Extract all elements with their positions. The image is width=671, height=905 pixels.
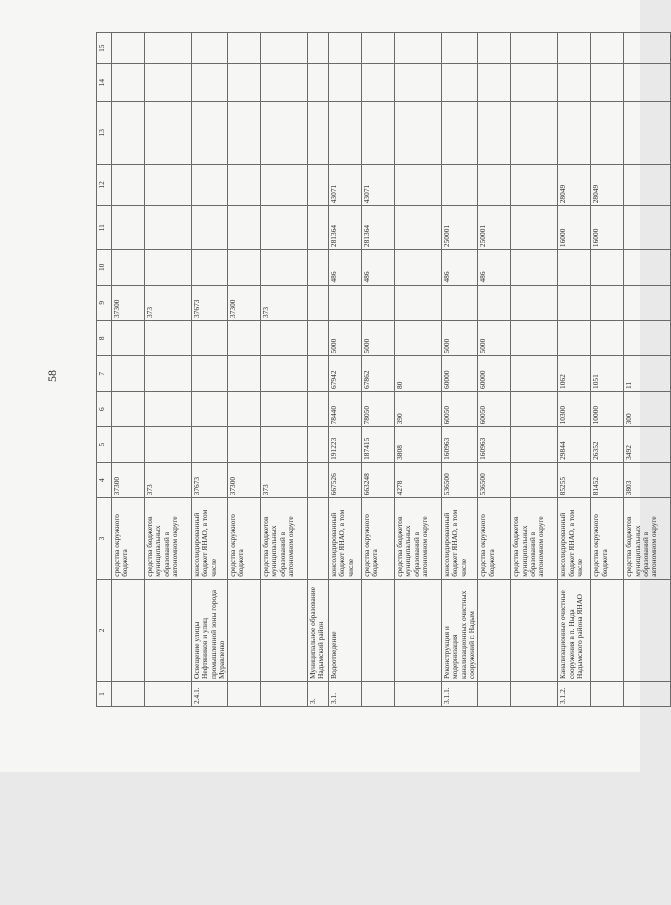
- table-row: [192, 33, 228, 707]
- amount-cell: [395, 33, 442, 64]
- object-name-cell: [228, 579, 261, 681]
- amount-cell: [228, 250, 261, 285]
- amount-cell: 3803: [624, 462, 671, 497]
- amount-cell: [442, 285, 478, 320]
- amount-cell: [145, 206, 192, 250]
- amount-cell: 26352: [591, 427, 624, 462]
- table-row: [442, 33, 478, 707]
- amount-cell: 37673: [192, 462, 228, 497]
- amount-cell: [261, 427, 308, 462]
- object-name-cell: [624, 579, 671, 681]
- amount-cell: [329, 33, 362, 64]
- amount-cell: 10000: [591, 391, 624, 426]
- amount-cell: [308, 356, 329, 391]
- amount-cell: 536500: [442, 462, 478, 497]
- object-name-cell: Канализационные очистные сооружения в п. Ныда Надымского района ЯНАО: [558, 579, 591, 681]
- amount-cell: [624, 101, 671, 164]
- column-number-2: 2: [97, 579, 112, 681]
- amount-cell: [308, 285, 329, 320]
- amount-cell: [308, 164, 329, 206]
- column-number-13: 13: [97, 101, 112, 164]
- column-number-6: 6: [97, 391, 112, 426]
- amount-cell: [624, 164, 671, 206]
- amount-cell: [395, 285, 442, 320]
- amount-cell: 5000: [329, 321, 362, 356]
- object-name-cell: Реконструкция и модернизация канализационных очистных сооружений г. Надым: [442, 579, 478, 681]
- amount-cell: 250001: [478, 206, 511, 250]
- amount-cell: [228, 164, 261, 206]
- amount-cell: 28049: [558, 164, 591, 206]
- amount-cell: 1062: [558, 356, 591, 391]
- funding-source-cell: консолидированный бюджет ЯНАО, в том числе: [192, 498, 228, 579]
- amount-cell: [261, 206, 308, 250]
- amount-cell: [145, 321, 192, 356]
- table-row: [261, 33, 308, 707]
- amount-cell: [192, 206, 228, 250]
- amount-cell: 250001: [442, 206, 478, 250]
- amount-cell: [329, 101, 362, 164]
- amount-cell: [511, 250, 558, 285]
- table-row: [145, 33, 192, 707]
- amount-cell: [228, 64, 261, 102]
- amount-cell: 536500: [478, 462, 511, 497]
- amount-cell: [308, 391, 329, 426]
- column-number-14: 14: [97, 64, 112, 102]
- amount-cell: [511, 321, 558, 356]
- object-name-cell: [362, 579, 395, 681]
- object-name-cell: [591, 579, 624, 681]
- amount-cell: 43071: [362, 164, 395, 206]
- amount-cell: [511, 391, 558, 426]
- row-number-cell: [261, 681, 308, 706]
- amount-cell: [624, 285, 671, 320]
- amount-cell: [112, 164, 145, 206]
- amount-cell: [624, 321, 671, 356]
- funding-source-cell: консолидированный бюджет ЯНАО, в том числе: [442, 498, 478, 579]
- row-number-cell: [395, 681, 442, 706]
- amount-cell: 60000: [442, 356, 478, 391]
- amount-cell: [511, 206, 558, 250]
- amount-cell: 85255: [558, 462, 591, 497]
- amount-cell: [228, 391, 261, 426]
- amount-cell: [478, 64, 511, 102]
- column-number-7: 7: [97, 356, 112, 391]
- table-row: [624, 33, 671, 707]
- object-name-cell: Водоотведение: [329, 579, 362, 681]
- object-name-cell: [112, 579, 145, 681]
- amount-cell: [558, 33, 591, 64]
- amount-cell: [624, 33, 671, 64]
- object-name-cell: [261, 579, 308, 681]
- funding-source-cell: средства окружного бюджета: [362, 498, 395, 579]
- funding-source-cell: средства бюджетов муниципальных образований в автономном округе: [624, 498, 671, 579]
- amount-cell: [558, 321, 591, 356]
- amount-cell: [442, 33, 478, 64]
- table-row: [395, 33, 442, 707]
- row-number-cell: 3.1.2.: [558, 681, 591, 706]
- amount-cell: [228, 356, 261, 391]
- amount-cell: 16000: [591, 206, 624, 250]
- amount-cell: [145, 250, 192, 285]
- amount-cell: [228, 321, 261, 356]
- amount-cell: 160963: [442, 427, 478, 462]
- amount-cell: 1051: [591, 356, 624, 391]
- amount-cell: [192, 427, 228, 462]
- amount-cell: 78440: [329, 391, 362, 426]
- amount-cell: [228, 33, 261, 64]
- amount-cell: 37300: [228, 285, 261, 320]
- column-number-8: 8: [97, 321, 112, 356]
- table-row: [591, 33, 624, 707]
- column-number-3: 3: [97, 498, 112, 579]
- table-row: [558, 33, 591, 707]
- funding-source-cell: средства окружного бюджета: [478, 498, 511, 579]
- funding-source-cell: [308, 498, 329, 579]
- amount-cell: 663248: [362, 462, 395, 497]
- amount-cell: [112, 391, 145, 426]
- amount-cell: [478, 285, 511, 320]
- amount-cell: [478, 101, 511, 164]
- amount-cell: [511, 164, 558, 206]
- amount-cell: [395, 250, 442, 285]
- amount-cell: 486: [329, 250, 362, 285]
- table-row: [478, 33, 511, 707]
- amount-cell: 5000: [362, 321, 395, 356]
- amount-cell: [362, 101, 395, 164]
- amount-cell: [329, 64, 362, 102]
- amount-cell: 3492: [624, 427, 671, 462]
- table-row: [329, 33, 362, 707]
- amount-cell: 486: [442, 250, 478, 285]
- amount-cell: [112, 101, 145, 164]
- budget-table: [96, 32, 671, 707]
- amount-cell: [192, 391, 228, 426]
- funding-source-cell: консолидированный бюджет ЯНАО, в том числе: [329, 498, 362, 579]
- object-name-cell: [145, 579, 192, 681]
- amount-cell: [558, 285, 591, 320]
- object-name-cell: [395, 579, 442, 681]
- amount-cell: 78050: [362, 391, 395, 426]
- amount-cell: [478, 164, 511, 206]
- amount-cell: [308, 462, 329, 497]
- column-number-15: 15: [97, 33, 112, 64]
- column-number-11: 11: [97, 206, 112, 250]
- amount-cell: [591, 101, 624, 164]
- row-number-cell: 3.1.1.: [442, 681, 478, 706]
- amount-cell: [591, 321, 624, 356]
- amount-cell: 28049: [591, 164, 624, 206]
- object-name-cell: [511, 579, 558, 681]
- amount-cell: [511, 101, 558, 164]
- amount-cell: 373: [145, 285, 192, 320]
- row-number-cell: [511, 681, 558, 706]
- amount-cell: [261, 33, 308, 64]
- column-number-10: 10: [97, 250, 112, 285]
- amount-cell: [112, 250, 145, 285]
- amount-cell: 3808: [395, 427, 442, 462]
- header-row: [97, 33, 112, 707]
- amount-cell: 37300: [112, 285, 145, 320]
- amount-cell: [395, 321, 442, 356]
- amount-cell: [261, 356, 308, 391]
- column-number-1: 1: [97, 681, 112, 706]
- amount-cell: 81452: [591, 462, 624, 497]
- budget-table-viewport: [96, 32, 659, 707]
- amount-cell: [145, 356, 192, 391]
- amount-cell: 486: [362, 250, 395, 285]
- amount-cell: 37300: [228, 462, 261, 497]
- amount-cell: [442, 164, 478, 206]
- amount-cell: [511, 427, 558, 462]
- amount-cell: [145, 33, 192, 64]
- amount-cell: 390: [395, 391, 442, 426]
- amount-cell: 10300: [558, 391, 591, 426]
- column-number-4: 4: [97, 462, 112, 497]
- amount-cell: [261, 164, 308, 206]
- amount-cell: [112, 206, 145, 250]
- amount-cell: 486: [478, 250, 511, 285]
- amount-cell: 281364: [362, 206, 395, 250]
- table-row: [362, 33, 395, 707]
- amount-cell: [308, 250, 329, 285]
- row-number-cell: [112, 681, 145, 706]
- amount-cell: [192, 164, 228, 206]
- amount-cell: 5000: [478, 321, 511, 356]
- amount-cell: [591, 64, 624, 102]
- funding-source-cell: средства бюджетов муниципальных образований в автономном округе: [511, 498, 558, 579]
- amount-cell: [308, 101, 329, 164]
- amount-cell: [362, 285, 395, 320]
- amount-cell: [112, 64, 145, 102]
- amount-cell: 67942: [329, 356, 362, 391]
- amount-cell: [261, 101, 308, 164]
- amount-cell: [192, 33, 228, 64]
- table-row: [308, 33, 329, 707]
- amount-cell: [442, 64, 478, 102]
- amount-cell: [591, 285, 624, 320]
- amount-cell: [261, 391, 308, 426]
- amount-cell: [558, 101, 591, 164]
- amount-cell: [192, 356, 228, 391]
- row-number-cell: 2.4.1.: [192, 681, 228, 706]
- budget-table-rotated: [96, 32, 659, 707]
- amount-cell: 11: [624, 356, 671, 391]
- amount-cell: 373: [261, 462, 308, 497]
- amount-cell: [308, 33, 329, 64]
- amount-cell: [395, 64, 442, 102]
- row-number-cell: 3.: [308, 681, 329, 706]
- funding-source-cell: консолидированный бюджет ЯНАО, в том числе: [558, 498, 591, 579]
- amount-cell: [228, 427, 261, 462]
- amount-cell: [228, 101, 261, 164]
- amount-cell: [308, 427, 329, 462]
- amount-cell: 160963: [478, 427, 511, 462]
- amount-cell: [442, 101, 478, 164]
- amount-cell: [145, 101, 192, 164]
- table-row: [511, 33, 558, 707]
- amount-cell: 191223: [329, 427, 362, 462]
- amount-cell: [511, 356, 558, 391]
- object-name-cell: [478, 579, 511, 681]
- amount-cell: 373: [261, 285, 308, 320]
- amount-cell: [192, 64, 228, 102]
- amount-cell: [145, 164, 192, 206]
- amount-cell: [261, 250, 308, 285]
- amount-cell: 80: [395, 356, 442, 391]
- table-row: [112, 33, 145, 707]
- amount-cell: 4278: [395, 462, 442, 497]
- amount-cell: 60050: [478, 391, 511, 426]
- amount-cell: 16000: [558, 206, 591, 250]
- amount-cell: 29844: [558, 427, 591, 462]
- amount-cell: 37673: [192, 285, 228, 320]
- amount-cell: [624, 250, 671, 285]
- amount-cell: 667526: [329, 462, 362, 497]
- amount-cell: [329, 285, 362, 320]
- amount-cell: 60000: [478, 356, 511, 391]
- amount-cell: [192, 101, 228, 164]
- amount-cell: [624, 206, 671, 250]
- amount-cell: [591, 33, 624, 64]
- funding-source-cell: средства окружного бюджета: [112, 498, 145, 579]
- amount-cell: [511, 285, 558, 320]
- column-number-9: 9: [97, 285, 112, 320]
- amount-cell: [362, 64, 395, 102]
- amount-cell: [112, 321, 145, 356]
- amount-cell: [192, 321, 228, 356]
- amount-cell: [112, 427, 145, 462]
- amount-cell: [192, 250, 228, 285]
- amount-cell: 373: [145, 462, 192, 497]
- amount-cell: [624, 64, 671, 102]
- column-number-12: 12: [97, 164, 112, 206]
- amount-cell: [558, 250, 591, 285]
- funding-source-cell: средства окружного бюджета: [591, 498, 624, 579]
- amount-cell: [145, 427, 192, 462]
- page-number: 58: [45, 370, 59, 382]
- object-name-cell: Освещение улицы Нефтяников и улиц промышленной зоны города Муравленко: [192, 579, 228, 681]
- amount-cell: [478, 33, 511, 64]
- funding-source-cell: средства бюджетов муниципальных образований в автономном округе: [145, 498, 192, 579]
- row-number-cell: [478, 681, 511, 706]
- amount-cell: [308, 64, 329, 102]
- amount-cell: [261, 321, 308, 356]
- amount-cell: [308, 321, 329, 356]
- amount-cell: [228, 206, 261, 250]
- amount-cell: 300: [624, 391, 671, 426]
- row-number-cell: [145, 681, 192, 706]
- amount-cell: [591, 250, 624, 285]
- row-number-cell: [362, 681, 395, 706]
- amount-cell: [112, 356, 145, 391]
- amount-cell: [558, 64, 591, 102]
- amount-cell: 37300: [112, 462, 145, 497]
- object-name-cell: Муниципальное образование Надымский район: [308, 579, 329, 681]
- amount-cell: [362, 33, 395, 64]
- funding-source-cell: средства окружного бюджета: [228, 498, 261, 579]
- amount-cell: 67862: [362, 356, 395, 391]
- amount-cell: [511, 64, 558, 102]
- amount-cell: [395, 101, 442, 164]
- amount-cell: 5000: [442, 321, 478, 356]
- amount-cell: 43071: [329, 164, 362, 206]
- amount-cell: [145, 391, 192, 426]
- amount-cell: 187415: [362, 427, 395, 462]
- row-number-cell: [624, 681, 671, 706]
- amount-cell: 281364: [329, 206, 362, 250]
- amount-cell: [145, 64, 192, 102]
- amount-cell: [511, 33, 558, 64]
- column-number-5: 5: [97, 427, 112, 462]
- amount-cell: [395, 164, 442, 206]
- amount-cell: [261, 64, 308, 102]
- funding-source-cell: средства бюджетов муниципальных образований в автономном округе: [395, 498, 442, 579]
- row-number-cell: 3.1.: [329, 681, 362, 706]
- row-number-cell: [228, 681, 261, 706]
- amount-cell: [308, 206, 329, 250]
- amount-cell: 60050: [442, 391, 478, 426]
- amount-cell: [511, 462, 558, 497]
- amount-cell: [395, 206, 442, 250]
- funding-source-cell: средства бюджетов муниципальных образований в автономном округе: [261, 498, 308, 579]
- table-row: [228, 33, 261, 707]
- row-number-cell: [591, 681, 624, 706]
- amount-cell: [112, 33, 145, 64]
